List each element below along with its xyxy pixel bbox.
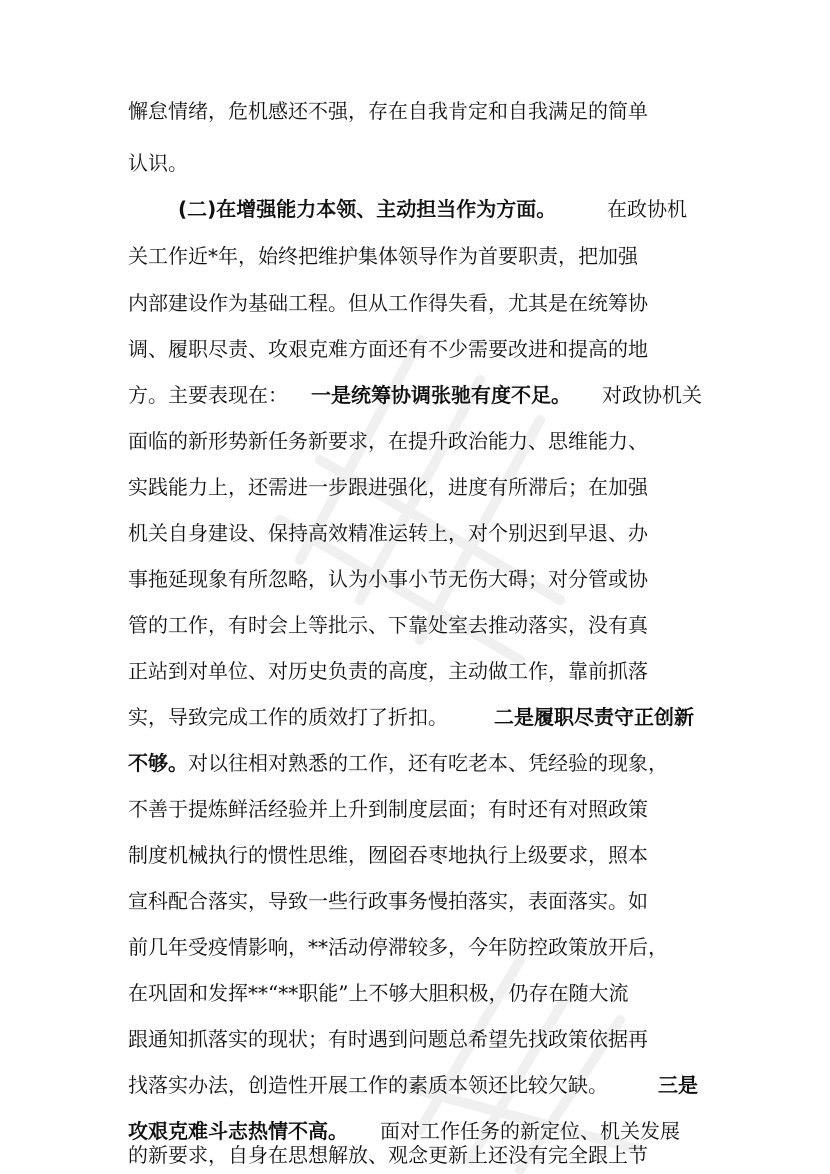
section-heading: (二)在增强能力本领、主动担当作为方面。 (178, 197, 557, 221)
line-2-text: 认识。 (128, 151, 188, 175)
line-23-text: 面对工作任务的新定位、机关发展 (380, 1119, 680, 1143)
line-24-text: 的新要求，自身在思想解放、观念更新上还没有完全跟上节 (128, 1143, 648, 1167)
text-line (0, 148, 830, 178)
text-line (0, 518, 830, 548)
text-line (0, 886, 830, 916)
line-15-text: 对以往相对熟悉的工作，还有吃老本、凭经验的现象， (188, 751, 668, 775)
line-14-text: 实，导致完成工作的质效打了折扣。 (128, 705, 448, 729)
text-line (0, 564, 830, 594)
line-5-text: 内部建设作为基础工程。但从工作得失看，尤其是在统筹协 (128, 291, 648, 315)
text-line (0, 748, 830, 778)
line-20-text: 在巩固和发挥**“**职能”上不够大胆积极，仍存在随大流 (128, 981, 629, 1005)
text-line (0, 426, 830, 456)
line-21-text: 跟通知抓落实的现状；有时遇到问题总希望先找政策依据再 (128, 1027, 648, 1051)
line-7-text: 方。主要表现在： (128, 383, 288, 407)
text-line (0, 978, 830, 1008)
line-16-text: 不善于提炼鲜活经验并上升到制度层面；有时还有对照政策 (128, 797, 648, 821)
text-line (0, 1070, 830, 1100)
point-two-heading: 二是履职尽责守正创新 (494, 705, 694, 729)
text-line (0, 840, 830, 870)
text-line (0, 702, 830, 732)
line-6-text: 调、履职尽责、攻艰克难方面还有不少需要改进和提高的地 (128, 337, 648, 361)
line-13-text: 正站到对单位、对历史负责的高度，主动做工作，靠前抓落 (128, 659, 648, 683)
text-line (0, 656, 830, 686)
point-two-heading-cont: 不够。 (128, 751, 188, 775)
text-line (0, 194, 830, 224)
line-1-text: 懈怠情绪，危机感还不强，存在自我肯定和自我满足的简单 (128, 99, 648, 123)
line-3-text: 在政协机 (607, 197, 687, 221)
line-22-text: 找落实办法，创造性开展工作的素质本领还比较欠缺。 (128, 1073, 608, 1097)
text-line (0, 288, 830, 318)
text-line (0, 1140, 830, 1170)
text-line (0, 241, 830, 271)
text-line (0, 1024, 830, 1054)
text-line (0, 96, 830, 126)
text-line (0, 472, 830, 502)
point-one-heading: 一是统筹协调张驰有度不足。 (311, 383, 571, 407)
line-12-text: 管的工作，有时会上等批示、下靠处室去推动落实，没有真 (128, 613, 648, 637)
line-4-text: 关工作近*年，始终把维护集体领导作为首要职责，把加强 (128, 244, 638, 268)
line-9-text: 实践能力上，还需进一步跟进强化，进度有所滞后；在加强 (128, 475, 648, 499)
text-line (0, 334, 830, 364)
text-line (0, 610, 830, 640)
point-three-heading: 三是 (658, 1073, 698, 1097)
text-line (0, 380, 830, 410)
line-7-tail: 对政协机关 (602, 383, 702, 407)
line-18-text: 宣科配合落实，导致一些行政事务慢拍落实，表面落实。如 (128, 889, 648, 913)
text-line (0, 794, 830, 824)
line-11-text: 事拖延现象有所忽略，认为小事小节无伤大碍；对分管或协 (128, 567, 648, 591)
line-10-text: 机关自身建设、保持高效精准运转上，对个别迟到早退、办 (128, 521, 648, 545)
line-19-text: 前几年受疫情影响，**活动停滞较多，今年防控政策放开后， (128, 935, 668, 959)
text-line (0, 932, 830, 962)
line-17-text: 制度机械执行的惯性思维，囫囵吞枣地执行上级要求，照本 (128, 843, 648, 867)
line-8-text: 面临的新形势新任务新要求，在提升政治能力、思维能力、 (128, 429, 648, 453)
point-three-heading-cont: 攻艰克难斗志热情不高。 (128, 1119, 348, 1143)
